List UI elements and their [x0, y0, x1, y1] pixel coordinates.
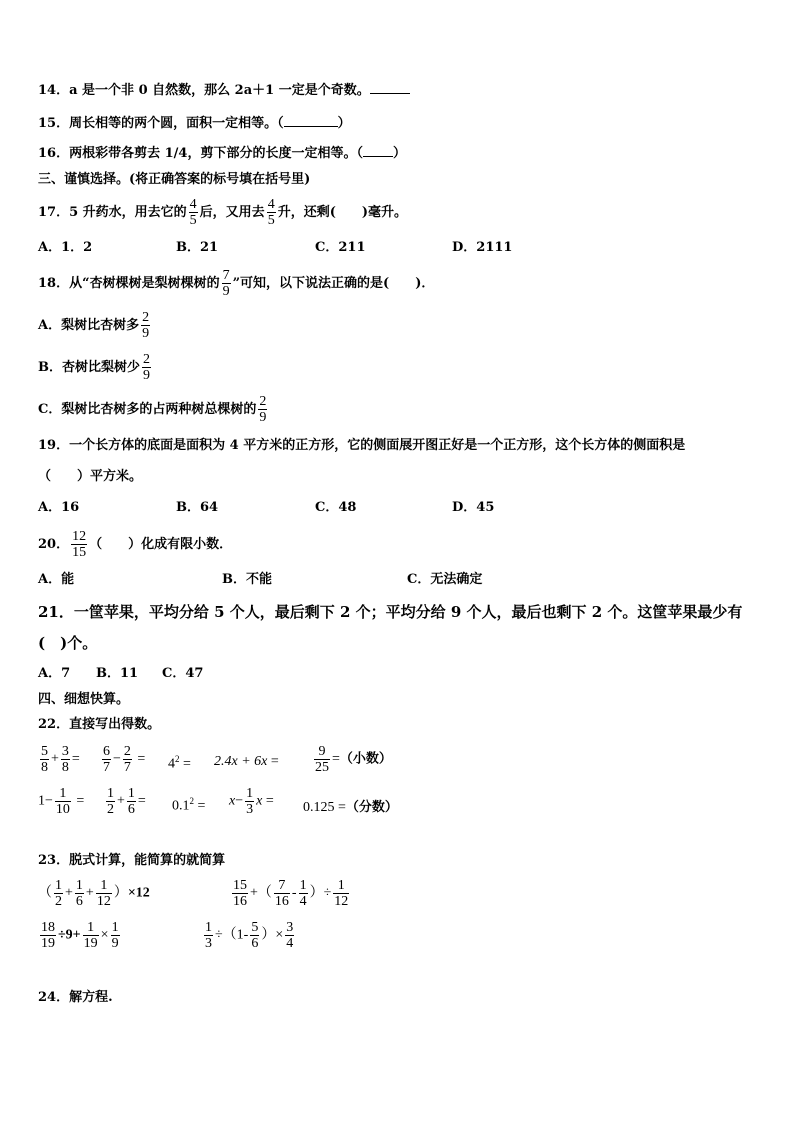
question-text: 一个长方体的底面是面积为 4 平方米的正方形，它的侧面展开图正好是一个正方形，这个长方体的侧面积是	[69, 438, 686, 453]
question-number: 15．	[38, 116, 70, 131]
close-paren: ）	[392, 146, 406, 161]
option-a[interactable]	[38, 307, 152, 345]
question-15	[38, 115, 351, 133]
question-text: （ ）化成有限小数．	[89, 537, 233, 552]
question-24-title: 24．解方程.	[38, 990, 113, 1005]
option-d[interactable]: D．45	[452, 500, 495, 515]
question-17	[38, 194, 407, 232]
section-3-heading: 三、谨慎选择。(将正确答案的标号填在括号里)	[38, 172, 311, 187]
question-text-part1: 从“杏树棵树是梨树棵树的	[69, 276, 220, 291]
option-c[interactable]: C．47	[162, 666, 204, 681]
question-19	[38, 437, 685, 455]
calc-item: $\frac{5}{8}$ + $\frac{3}{8}$ =	[41, 744, 80, 775]
option-a[interactable]: A．16	[38, 500, 80, 515]
question-number: 20．	[38, 537, 70, 552]
fraction: $\frac{12}{15}$	[72, 529, 87, 560]
option-text: B．杏树比梨树少	[38, 360, 140, 375]
close-paren: ）	[337, 116, 351, 131]
option-c[interactable]: C．无法确定	[407, 572, 483, 587]
fraction: $\frac{2}{9}$	[259, 394, 267, 425]
section-4-heading: 四、细想快算。	[38, 692, 130, 707]
question-23-title: 23．脱式计算，能简算的就简算	[38, 853, 226, 868]
answer-blank[interactable]	[370, 93, 410, 94]
calc-item: 1− $\frac{1}{10}$ =	[38, 786, 85, 817]
question-number: 19．	[38, 438, 70, 453]
answer-blank[interactable]	[363, 156, 393, 157]
question-21: 21．一筐苹果，平均分给 5 个人，最后剩下 2 个；平均分给 9 个人，最后也剩下 2 个。这筐苹果最少有	[38, 603, 743, 621]
calc-item: $\frac{1}{2}$ + $\frac{1}{6}$ =	[107, 786, 146, 817]
answer-blank[interactable]	[284, 126, 338, 127]
fraction: $\frac{2}{9}$	[142, 310, 150, 341]
option-c[interactable]: C．211	[315, 240, 366, 255]
calc-item: $\frac{18}{19}$ ÷9+ $\frac{1}{19}$ × $\frac{1}{9}$	[41, 920, 119, 951]
question-number: 17．	[38, 205, 70, 220]
calc-item: 0.125 =（分数）	[303, 800, 398, 815]
question-22-title: 22．直接写出得数。	[38, 717, 161, 732]
option-b[interactable]	[38, 349, 153, 387]
calc-item: $0.1^2$ =	[172, 796, 206, 814]
question-14	[38, 82, 410, 100]
question-16	[38, 145, 406, 163]
calc-item: $\frac{15}{16}$ +（ $\frac{7}{16}$ - $\frac{1}{4}$ ）÷ $\frac{1}{12}$	[233, 878, 349, 909]
fraction: $\frac{2}{9}$	[143, 352, 150, 383]
question-text: 周长相等的两个圆，面积一定相等。（	[69, 116, 284, 131]
option-text: A．梨树比杏树多	[38, 318, 140, 333]
calc-item: $\frac{1}{3}$ ÷（1- $\frac{5}{6}$ ）× $\frac{3}{4}$	[205, 920, 294, 951]
question-number: 18．	[38, 276, 70, 291]
calc-item: （ $\frac{1}{2}$ + $\frac{1}{6}$ + $\frac{1}{12}$ ）×12	[38, 878, 150, 909]
option-b[interactable]: B．11	[96, 666, 139, 681]
option-text: C．梨树比杏树多的占两种树总棵树的	[38, 402, 257, 417]
option-c[interactable]	[38, 391, 269, 429]
question-21-line2: ( )个。	[38, 634, 98, 652]
fraction: $\frac{4}{5}$	[267, 197, 275, 228]
calc-item: 2.4x + 6x =	[214, 754, 279, 769]
question-18	[38, 265, 434, 303]
option-b[interactable]: B．不能	[222, 572, 272, 587]
question-text-part2: ”可知，以下说法正确的是( )．	[232, 276, 435, 291]
fraction: $\frac{7}{9}$	[222, 268, 230, 299]
option-b[interactable]: B．64	[176, 500, 219, 515]
question-number: 14．	[38, 83, 70, 98]
option-d[interactable]: D．2111	[452, 240, 513, 255]
question-number: 16．	[38, 146, 70, 161]
question-text: 两根彩带各剪去 1/4，剪下部分的长度一定相等。（	[69, 146, 363, 161]
calc-item: $4^2$ =	[168, 754, 191, 772]
question-text-part2: 后，又用去	[199, 205, 265, 220]
calc-item: x− $\frac{1}{3}$ x =	[229, 786, 274, 817]
option-c[interactable]: C．48	[315, 500, 357, 515]
question-20	[38, 526, 232, 564]
option-a[interactable]: A．能	[38, 572, 75, 587]
option-b[interactable]: B．21	[176, 240, 219, 255]
question-text: a 是一个非 0 自然数，那么 2a＋1 一定是个奇数。	[69, 83, 370, 98]
question-19-line2: （ ）平方米。	[38, 469, 143, 484]
question-text-part1: 5 升药水，用去它的	[69, 205, 187, 220]
calc-item: $\frac{9}{25}$ =（小数）	[315, 744, 392, 775]
calc-item: $\frac{6}{7}$ − $\frac{2}{7}$ =	[103, 744, 146, 775]
option-a[interactable]: A．7	[38, 666, 71, 681]
fraction: $\frac{4}{5}$	[189, 197, 197, 228]
question-text-part3: 升，还剩( )毫升。	[277, 205, 407, 220]
option-a[interactable]: A．1．2	[38, 240, 93, 255]
